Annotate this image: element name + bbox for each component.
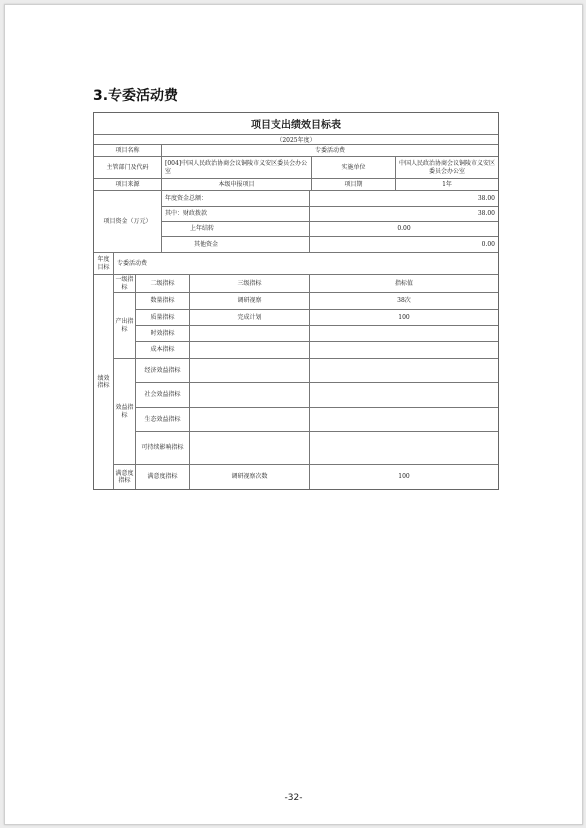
row-value: 100 [398, 473, 410, 481]
row-value: 38次 [310, 293, 498, 310]
fund-other-label: 其他资金 [162, 237, 310, 253]
project-name-label: 项目名称 [94, 145, 162, 157]
row-level3 [190, 408, 310, 432]
row-level3: 完成计划 [190, 310, 310, 326]
row-level3 [190, 342, 310, 359]
fund-carry-value: 0.00 [310, 222, 498, 237]
benefit-label: 效益指标 [114, 359, 136, 465]
impl-value: 中国人民政治协商会议铜陵市义安区委员会办公室 [396, 157, 498, 179]
dept-value: [004]中国人民政治协商会议铜陵市义安区委员会办公室 [162, 157, 312, 179]
perf-label: 绩效指标 [94, 275, 114, 489]
source-label: 项目来源 [94, 179, 162, 191]
period-value: 1年 [396, 179, 498, 191]
fund-total-label: 年度资金总额： [162, 191, 310, 207]
goal-value: 专委活动费 [114, 253, 498, 275]
impl-label: 实施单位 [312, 157, 396, 179]
table-year: （2025年度） [94, 135, 498, 145]
col-level1: 一级指标 [114, 275, 136, 293]
row-level3 [190, 432, 310, 465]
row-level2: 满意度指标 [136, 465, 190, 489]
row-level2: 质量指标 [136, 310, 190, 326]
row-level3 [190, 359, 310, 383]
row-level2: 生态效益指标 [136, 408, 190, 432]
row-value [310, 383, 498, 408]
section-heading: 3.专委活动费 [93, 88, 179, 104]
fund-label: 项目资金（万元） [94, 191, 162, 253]
fund-fiscal-label: 其中：财政拨款 [162, 207, 310, 222]
row-level2: 时效指标 [136, 326, 190, 342]
performance-target-table [93, 112, 499, 490]
source-value: 本级申报项目 [162, 179, 312, 191]
page-number: -32- [284, 793, 303, 803]
project-name-value: 专委活动费 [162, 145, 498, 157]
fund-total-value: 38.00 [310, 191, 498, 207]
period-label: 项目期 [312, 179, 396, 191]
row-level3: 调研视察 [190, 293, 310, 310]
row-level2: 可持续影响指标 [136, 432, 190, 465]
row-value [310, 432, 498, 465]
document-page [4, 4, 583, 825]
satisfaction-label: 满意度指标 [114, 465, 136, 489]
row-level2: 经济效益指标 [136, 359, 190, 383]
goal-label: 年度目标 [94, 253, 114, 275]
row-level3: 调研视察次数 [190, 465, 310, 489]
row-level2: 成本指标 [136, 342, 190, 359]
row-value [310, 408, 498, 432]
col-level2: 二级指标 [136, 275, 190, 293]
fund-carry-label: 上年结转 [162, 222, 310, 237]
row-level3 [190, 383, 310, 408]
row-level3 [190, 326, 310, 342]
dept-label: 主管部门及代码 [94, 157, 162, 179]
col-level3: 三级指标 [190, 275, 310, 293]
output-label: 产出指标 [114, 293, 136, 359]
row-value: 100 [310, 310, 498, 326]
row-value [310, 342, 498, 359]
row-value [310, 326, 498, 342]
row-value [310, 359, 498, 383]
fund-other-value: 0.00 [310, 237, 498, 253]
row-level2: 数量指标 [136, 293, 190, 310]
row-level2: 社会效益指标 [136, 383, 190, 408]
table-title: 项目支出绩效目标表 [94, 113, 498, 135]
fund-fiscal-value: 38.00 [310, 207, 498, 222]
col-value: 指标值 [310, 275, 498, 293]
